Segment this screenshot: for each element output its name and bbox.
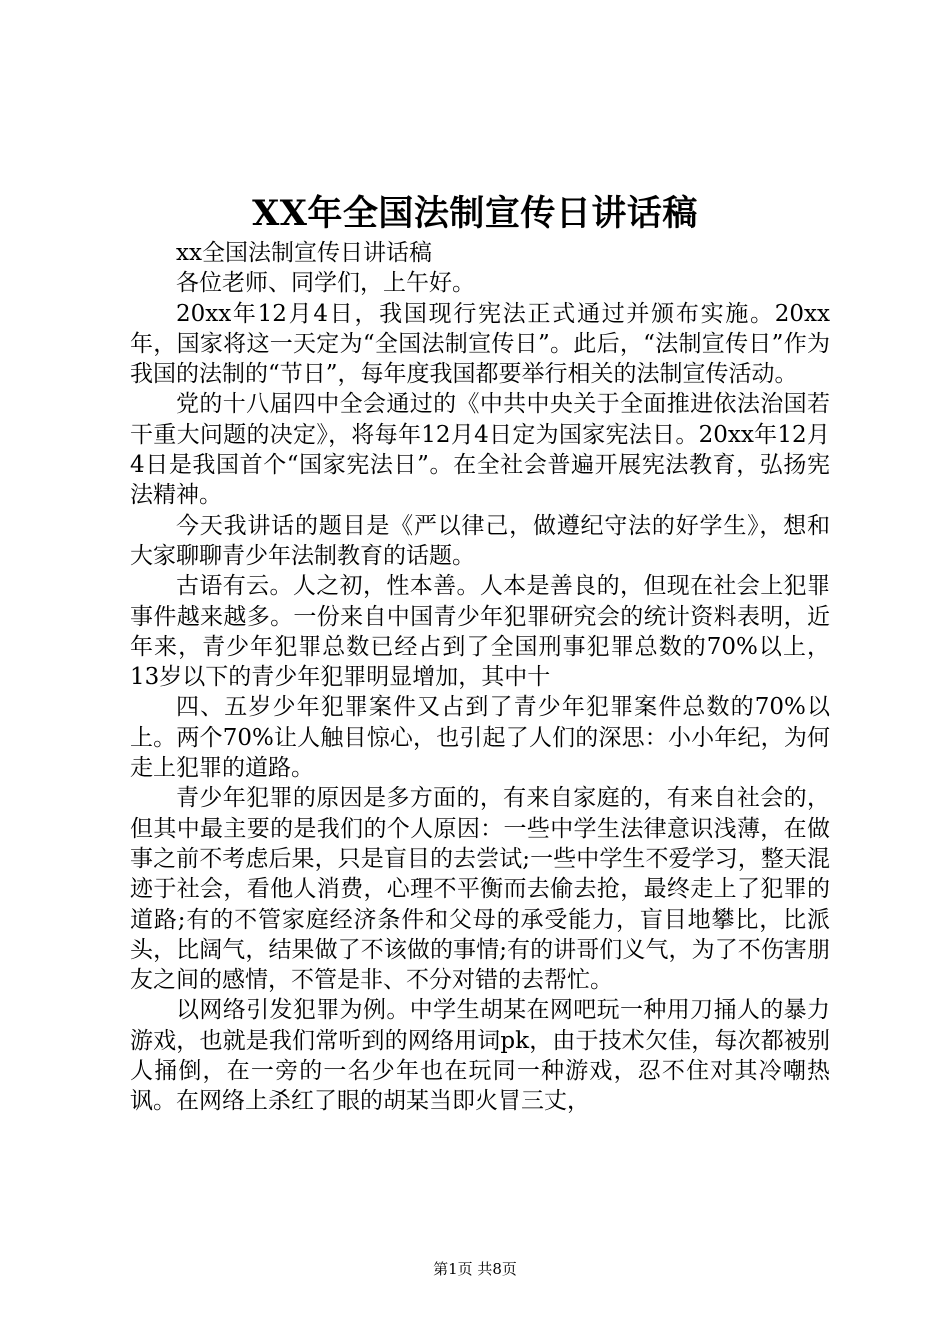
paragraph: xx全国法制宣传日讲话稿	[176, 240, 432, 266]
document-title: XX年全国法制宣传日讲话稿	[252, 193, 698, 234]
paragraph: 今天我讲话的题目是《严以律己，做遵纪守法的好学生》，想和大家聊聊青少年法制教育的话题。	[130, 512, 830, 569]
paragraph: 青少年犯罪的原因是多方面的，有来自家庭的，有来自社会的，但其中最主要的是我们的个人原因：一些中学生法律意识浅薄，在做事之前不考虑后果，只是盲目的去尝试;一些中学生不爱学习，整天混迹于社会，看他人消费，心理不平衡而去偷去抢，最终走上了犯罪的道路;有的不管家庭经济条件和父母的承受能力，盲目地攀比，比派头，比阔气，结果做了不该做的事情;有的讲哥们义气，为了不伤害朋友之间的感情，不管是非、不分对错的去帮忙。	[130, 785, 830, 994]
paragraph: 四、五岁少年犯罪案件又占到了青少年犯罪案件总数的70%以上。两个70%让人触目惊心，也引起了人们的深思：小小年纪，为何走上犯罪的道路。	[130, 694, 830, 782]
paragraph: 古语有云。人之初，性本善。人本是善良的，但现在社会上犯罪事件越来越多。一份来自中国青少年犯罪研究会的统计资料表明，近年来，青少年犯罪总数已经占到了全国刑事犯罪总数的70%以上，13岁以下的青少年犯罪明显增加，其中十	[130, 573, 830, 691]
page-footer: 第1页 共8页	[433, 1260, 517, 1278]
paragraph: 20xx年12月4日，我国现行宪法正式通过并颁布实施。20xx年，国家将这一天定为“全国法制宣传日”。此后，“法制宣传日”作为我国的法制的“节日”，每年度我国都要举行相关的法制宣传活动。	[130, 300, 830, 388]
paragraph: 各位老师、同学们，上午好。	[176, 270, 475, 297]
paragraph: 党的十八届四中全会通过的《中共中央关于全面推进依法治国若干重大问题的决定》，将每年12月4日定为国家宪法日。20xx年12月4日是我国首个“国家宪法日”。在全社会普遍开展宪法教育，弘扬宪法精神。	[130, 391, 830, 509]
paragraph: 以网络引发犯罪为例。中学生胡某在网吧玩一种用刀捅人的暴力游戏，也就是我们常听到的网络用词pk，由于技术欠佳，每次都被别人捅倒，在一旁的一名少年也在玩同一种游戏，忍不住对其冷嘲热讽。在网络上杀红了眼的胡某当即火冒三丈，	[130, 997, 830, 1115]
document-body	[130, 238, 830, 1117]
